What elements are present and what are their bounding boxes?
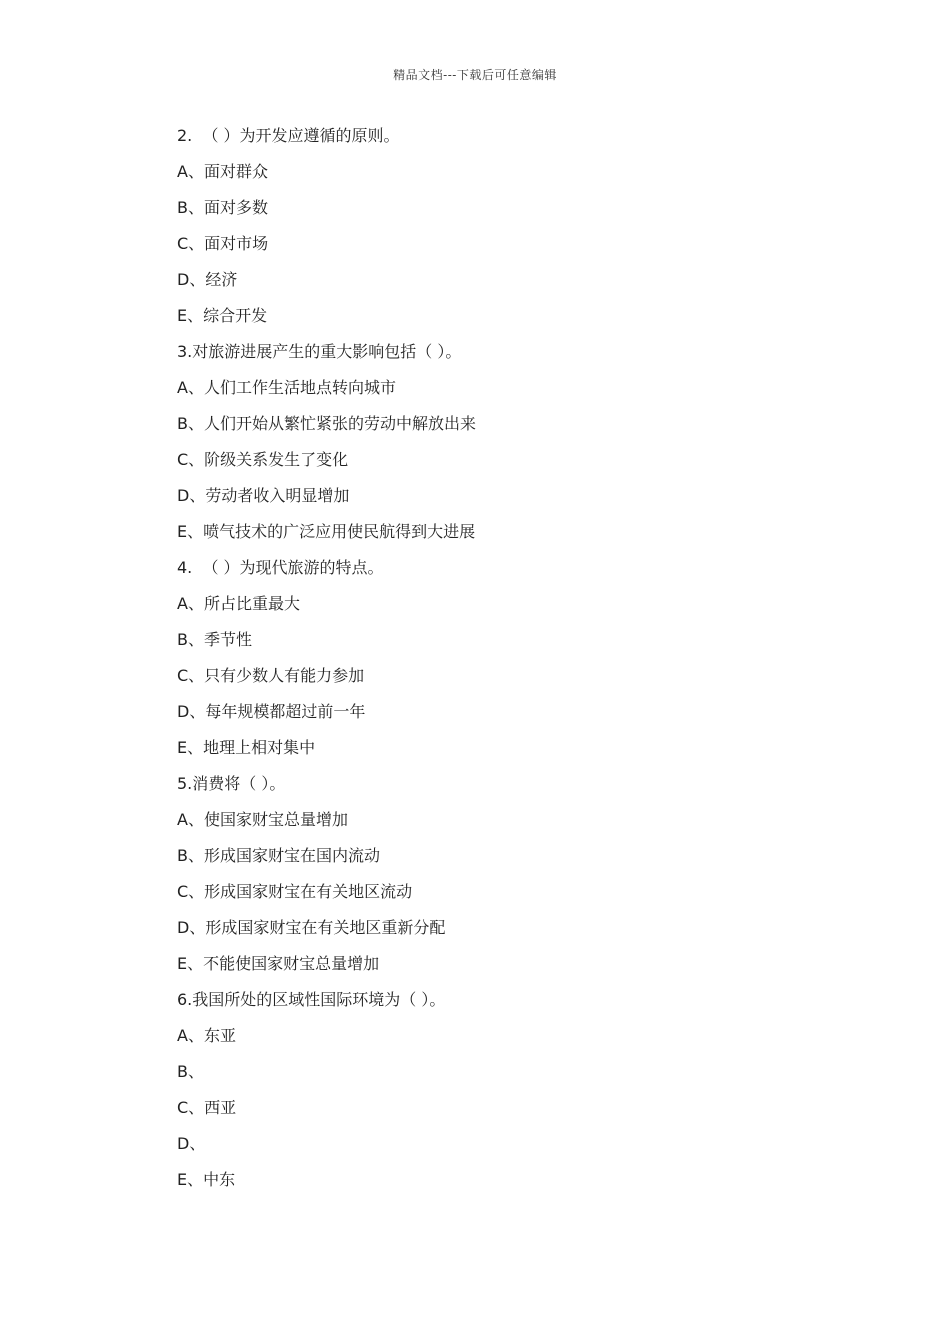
question-2-option-b: B、面对多数 — [177, 198, 268, 217]
question-3-option-d: D、劳动者收入明显增加 — [177, 486, 350, 505]
page-header: 精品文档---下载后可任意编辑 — [393, 68, 557, 82]
question-3-option-c: C、阶级关系发生了变化 — [177, 450, 349, 469]
question-5-option-a: A、使国家财宝总量增加 — [177, 810, 348, 829]
question-6-option-c: C、西亚 — [177, 1098, 237, 1117]
question-3-option-e: E、喷气技术的广泛应用使民航得到大进展 — [177, 522, 476, 541]
question-6-stem: 6.我国所处的区域性国际环境为（ ）。 — [177, 990, 446, 1009]
question-5-stem: 5.消费将（ ）。 — [177, 774, 286, 793]
question-4-option-d: D、每年规模都超过前一年 — [177, 702, 366, 721]
question-6-option-d: D、 — [177, 1134, 206, 1153]
question-3-stem: 3.对旅游进展产生的重大影响包括（ ）。 — [177, 342, 462, 361]
question-4-stem: 4. （ ）为现代旅游的特点。 — [177, 558, 384, 577]
question-2-option-c: C、面对市场 — [177, 234, 269, 253]
question-5-option-d: D、形成国家财宝在有关地区重新分配 — [177, 918, 446, 937]
document-body — [177, 126, 877, 1206]
question-2-option-d: D、经济 — [177, 270, 238, 289]
question-2-stem: 2. （ ）为开发应遵循的原则。 — [177, 126, 400, 145]
question-6-option-a: A、东亚 — [177, 1026, 236, 1045]
question-3-option-a: A、人们工作生活地点转向城市 — [177, 378, 396, 397]
question-2-option-a: A、面对群众 — [177, 162, 268, 181]
question-4-option-a: A、所占比重最大 — [177, 594, 300, 613]
question-4-option-c: C、只有少数人有能力参加 — [177, 666, 365, 685]
question-3-option-b: B、人们开始从繁忙紧张的劳动中解放出来 — [177, 414, 476, 433]
question-5-option-e: E、不能使国家财宝总量增加 — [177, 954, 380, 973]
question-4-option-e: E、地理上相对集中 — [177, 738, 316, 757]
question-6-option-e: E、中东 — [177, 1170, 236, 1189]
question-5-option-b: B、形成国家财宝在国内流动 — [177, 846, 380, 865]
question-5-option-c: C、形成国家财宝在有关地区流动 — [177, 882, 413, 901]
question-4-option-b: B、季节性 — [177, 630, 252, 649]
question-6-option-b: B、 — [177, 1062, 204, 1081]
question-2-option-e: E、综合开发 — [177, 306, 268, 325]
